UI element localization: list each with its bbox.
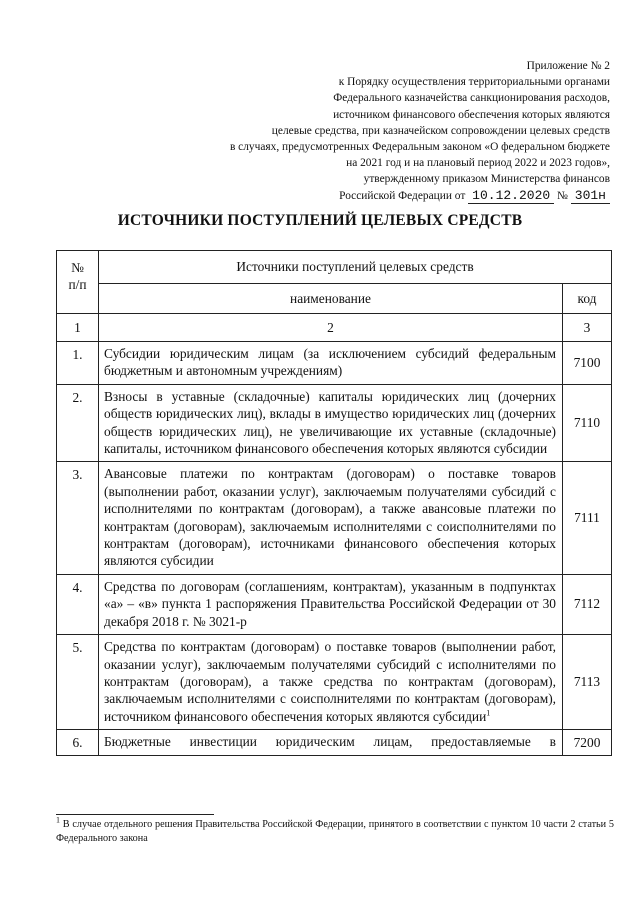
appendix-line: в случаях, предусмотренных Федеральным законом «О федеральном бюджете: [229, 141, 610, 154]
appendix-line: на 2021 год и на плановый период 2022 и 2023 годов»,: [346, 157, 610, 170]
table-row: [57, 462, 612, 574]
appendix-line: Приложение № 2: [526, 60, 610, 72]
row-name: Взносы в уставные (складочные) капиталы юридических лиц (дочерних обществ юридических лиц), вклады в имущество юридических лиц (дочерних обществ юридических лиц), не увеличивающие их уставные (складочные) капиталы, источником финансового обеспечения которых являются субсидии: [99, 384, 563, 462]
appendix-order-line: [190, 188, 610, 204]
row-code: 7200: [563, 730, 612, 755]
document-title: ИСТОЧНИКИ ПОСТУПЛЕНИЙ ЦЕЛЕВЫХ СРЕДСТВ: [117, 212, 523, 229]
appendix-line: целевые средства, при казначейском сопровождении целевых средств: [271, 124, 610, 137]
main-header: Источники поступлений целевых средств: [99, 251, 612, 284]
table-row: [57, 730, 612, 755]
appendix-line: источником финансового обеспечения которых являются: [333, 108, 610, 121]
row-number: 1.: [57, 342, 99, 385]
row-number: 6.: [57, 730, 99, 755]
row-name: Авансовые платежи по контрактам (договорам) о поставке товаров (выполнении работ, оказании услуг), заключаемым получателями субсидий с исполнителями по контрактам (договорам), а также авансовые платежи по контрактам (договорам), заключаемым исполнителями с соисполнителями по контрактам (договорам), источниками финансового обеспечения которых являются субсидии: [99, 462, 563, 574]
footnote-divider: [56, 814, 214, 815]
row-number: 5.: [57, 635, 99, 730]
sources-table: [56, 250, 612, 756]
row-name: Средства по договорам (соглашениям, контрактам), указанным в подпунктах «а» – «в» пункта 1 распоряжения Правительства Российской Федерации от 30 декабря 2018 г. № 3021-р: [99, 574, 563, 634]
table-header-row: [57, 251, 612, 284]
appendix-line: утвержденному приказом Министерства финансов: [363, 173, 610, 186]
order-number: 301н: [571, 188, 610, 204]
footnote-mark: 1: [56, 815, 60, 825]
appendix-line: Федерального казначейства санкционирования расходов,: [333, 92, 610, 105]
num-header: № п/п: [57, 251, 99, 314]
row-code: 7110: [563, 384, 612, 462]
footnote-reference: 1: [486, 708, 491, 718]
footnote: [56, 815, 614, 846]
row-code: 7100: [563, 342, 612, 385]
column-index: 3: [563, 314, 612, 342]
table-subheader-row: [57, 284, 612, 314]
appendix-line: к Порядку осуществления территориальными органами: [338, 76, 610, 89]
table-row: [57, 384, 612, 462]
code-header: код: [563, 284, 612, 314]
row-name: Бюджетные инвестиции юридическим лицам, предоставляемые в: [99, 730, 563, 755]
number-sign: №: [557, 189, 568, 202]
column-index: 2: [99, 314, 563, 342]
row-name: Средства по контрактам (договорам) о поставке товаров (выполнении работ, оказании услуг), заключаемым получателями субсидий с исполнителями по контрактам (договорам), а также средства по контрактам (договорам), заключаемым исполнителями с соисполнителями по контрактам (договорам), источником финансового обеспечения которых являются субсидии: [104, 639, 556, 724]
row-name-cell: [99, 635, 563, 730]
row-name: Субсидии юридическим лицам (за исключением субсидий федеральным бюджетным и автономным учреждениям): [99, 342, 563, 385]
appendix-order-prefix: Российской Федерации от: [339, 189, 466, 202]
footnote-text: В случае отдельного решения Правительства Российской Федерации, принятого в соответствии с пунктом 10 части 2 статьи 5 Федерального закона: [56, 819, 614, 844]
row-code: 7112: [563, 574, 612, 634]
column-index-row: [57, 314, 612, 342]
table-row: [57, 342, 612, 385]
table-row: [57, 635, 612, 730]
order-date: 10.12.2020: [468, 188, 554, 204]
row-number: 3.: [57, 462, 99, 574]
name-header: наименование: [99, 284, 563, 314]
appendix-header: [190, 58, 610, 204]
row-code: 7113: [563, 635, 612, 730]
row-number: 2.: [57, 384, 99, 462]
row-code: 7111: [563, 462, 612, 574]
column-index: 1: [57, 314, 99, 342]
table-row: [57, 574, 612, 634]
row-number: 4.: [57, 574, 99, 634]
